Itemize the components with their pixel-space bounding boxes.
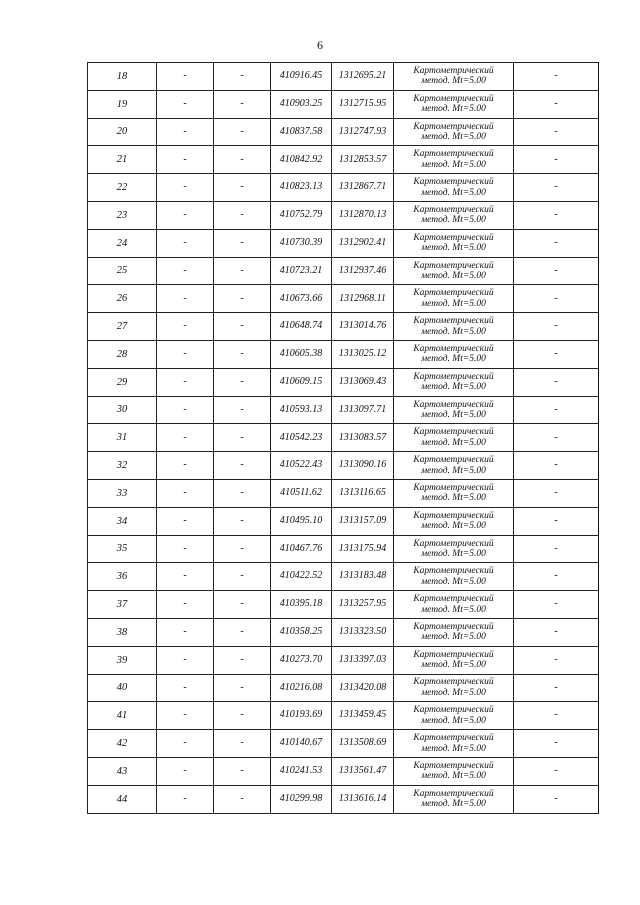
method-line-2: метод. Мt=5.00 [421, 76, 486, 87]
new-x-cell: 410730.39 [271, 229, 332, 257]
method-line-2: метод. Мt=5.00 [421, 243, 486, 254]
accuracy-cell: - [514, 757, 599, 785]
accuracy-cell: - [514, 63, 599, 91]
new-y-cell: 1313025.12 [332, 340, 394, 368]
old-y-cell: - [214, 618, 271, 646]
method-line-2: метод. Мt=5.00 [421, 632, 486, 643]
point-number-cell: 24 [88, 229, 157, 257]
new-y-cell: 1313183.48 [332, 563, 394, 591]
point-number-cell: 42 [88, 730, 157, 758]
new-x-cell: 410495.10 [271, 507, 332, 535]
old-y-cell: - [214, 507, 271, 535]
method-line-1: Картометрический [413, 705, 494, 716]
new-y-cell: 1312870.13 [332, 201, 394, 229]
old-x-cell: - [157, 146, 214, 174]
table-row [88, 313, 599, 341]
table-body [88, 63, 599, 814]
point-number-cell: 34 [88, 507, 157, 535]
new-x-cell: 410723.21 [271, 257, 332, 285]
old-y-cell: - [214, 396, 271, 424]
new-x-cell: 410823.13 [271, 174, 332, 202]
point-number-cell: 29 [88, 368, 157, 396]
table-row [88, 646, 599, 674]
point-number-cell: 18 [88, 63, 157, 91]
old-x-cell: - [157, 340, 214, 368]
new-x-cell: 410916.45 [271, 63, 332, 91]
new-x-cell: 410609.15 [271, 368, 332, 396]
old-x-cell: - [157, 201, 214, 229]
table-row [88, 702, 599, 730]
method-line-2: метод. Мt=5.00 [421, 660, 486, 671]
method-line-1: Картометрический [413, 232, 494, 243]
method-cell [394, 63, 514, 91]
old-y-cell: - [214, 90, 271, 118]
method-line-2: метод. Мt=5.00 [421, 743, 486, 754]
new-y-cell: 1312747.93 [332, 118, 394, 146]
old-y-cell: - [214, 757, 271, 785]
new-x-cell: 410241.53 [271, 757, 332, 785]
old-x-cell: - [157, 785, 214, 813]
new-x-cell: 410673.66 [271, 285, 332, 313]
old-x-cell: - [157, 368, 214, 396]
new-y-cell: 1312867.71 [332, 174, 394, 202]
new-x-cell: 410605.38 [271, 340, 332, 368]
method-cell [394, 702, 514, 730]
accuracy-cell: - [514, 90, 599, 118]
method-cell [394, 591, 514, 619]
old-x-cell: - [157, 90, 214, 118]
method-line-2: метод. Мt=5.00 [421, 465, 486, 476]
accuracy-cell: - [514, 118, 599, 146]
point-number-cell: 25 [88, 257, 157, 285]
method-line-2: метод. Мt=5.00 [421, 215, 486, 226]
point-number-cell: 41 [88, 702, 157, 730]
new-y-cell: 1313459.45 [332, 702, 394, 730]
old-y-cell: - [214, 730, 271, 758]
new-x-cell: 410467.76 [271, 535, 332, 563]
point-number-cell: 44 [88, 785, 157, 813]
accuracy-cell: - [514, 340, 599, 368]
method-line-1: Картометрический [413, 621, 494, 632]
method-cell [394, 313, 514, 341]
accuracy-cell: - [514, 591, 599, 619]
method-line-1: Картометрический [413, 510, 494, 521]
method-line-2: метод. Мt=5.00 [421, 687, 486, 698]
table-row [88, 201, 599, 229]
new-y-cell: 1313090.16 [332, 452, 394, 480]
point-number-cell: 40 [88, 674, 157, 702]
point-number-cell: 36 [88, 563, 157, 591]
method-cell [394, 174, 514, 202]
accuracy-cell: - [514, 452, 599, 480]
point-number-cell: 21 [88, 146, 157, 174]
coordinates-table-container [87, 62, 598, 814]
point-number-cell: 33 [88, 479, 157, 507]
method-cell [394, 118, 514, 146]
new-y-cell: 1312937.46 [332, 257, 394, 285]
table-row [88, 340, 599, 368]
method-line-2: метод. Мt=5.00 [421, 131, 486, 142]
method-line-1: Картометрический [413, 177, 494, 188]
method-line-1: Картометрический [413, 65, 494, 76]
old-y-cell: - [214, 229, 271, 257]
old-x-cell: - [157, 535, 214, 563]
old-y-cell: - [214, 285, 271, 313]
accuracy-cell: - [514, 730, 599, 758]
table-row [88, 730, 599, 758]
table-row [88, 674, 599, 702]
new-y-cell: 1313157.09 [332, 507, 394, 535]
table-row [88, 174, 599, 202]
accuracy-cell: - [514, 313, 599, 341]
table-row [88, 618, 599, 646]
new-y-cell: 1313083.57 [332, 424, 394, 452]
method-line-2: метод. Мt=5.00 [421, 576, 486, 587]
old-x-cell: - [157, 285, 214, 313]
method-cell [394, 479, 514, 507]
method-cell [394, 563, 514, 591]
accuracy-cell: - [514, 146, 599, 174]
accuracy-cell: - [514, 507, 599, 535]
new-y-cell: 1313097.71 [332, 396, 394, 424]
page-number: 6 [317, 38, 323, 52]
old-x-cell: - [157, 730, 214, 758]
new-x-cell: 410216.08 [271, 674, 332, 702]
old-x-cell: - [157, 174, 214, 202]
old-x-cell: - [157, 63, 214, 91]
method-line-1: Картометрический [413, 121, 494, 132]
method-line-1: Картометрический [413, 149, 494, 160]
point-number-cell: 38 [88, 618, 157, 646]
old-y-cell: - [214, 702, 271, 730]
old-x-cell: - [157, 229, 214, 257]
new-x-cell: 410299.98 [271, 785, 332, 813]
old-x-cell: - [157, 452, 214, 480]
table-row [88, 479, 599, 507]
method-cell [394, 396, 514, 424]
old-y-cell: - [214, 646, 271, 674]
old-y-cell: - [214, 174, 271, 202]
method-line-1: Картометрический [413, 371, 494, 382]
new-y-cell: 1313508.69 [332, 730, 394, 758]
table-row [88, 63, 599, 91]
method-cell [394, 452, 514, 480]
method-line-2: метод. Мt=5.00 [421, 298, 486, 309]
old-y-cell: - [214, 563, 271, 591]
point-number-cell: 30 [88, 396, 157, 424]
method-cell [394, 146, 514, 174]
new-x-cell: 410140.67 [271, 730, 332, 758]
method-line-1: Картометрический [413, 649, 494, 660]
accuracy-cell: - [514, 646, 599, 674]
method-line-2: метод. Мt=5.00 [421, 799, 486, 810]
old-y-cell: - [214, 146, 271, 174]
old-x-cell: - [157, 313, 214, 341]
accuracy-cell: - [514, 368, 599, 396]
old-y-cell: - [214, 785, 271, 813]
accuracy-cell: - [514, 229, 599, 257]
old-x-cell: - [157, 424, 214, 452]
new-y-cell: 1313397.03 [332, 646, 394, 674]
new-x-cell: 410542.23 [271, 424, 332, 452]
new-y-cell: 1312968.11 [332, 285, 394, 313]
table-row [88, 757, 599, 785]
new-x-cell: 410422.52 [271, 563, 332, 591]
method-line-1: Картометрический [413, 788, 494, 799]
accuracy-cell: - [514, 174, 599, 202]
new-x-cell: 410522.43 [271, 452, 332, 480]
new-x-cell: 410358.25 [271, 618, 332, 646]
table-row [88, 535, 599, 563]
new-x-cell: 410648.74 [271, 313, 332, 341]
method-cell [394, 618, 514, 646]
old-y-cell: - [214, 479, 271, 507]
old-y-cell: - [214, 257, 271, 285]
method-line-2: метод. Мt=5.00 [421, 326, 486, 337]
new-y-cell: 1313420.08 [332, 674, 394, 702]
new-y-cell: 1312902.41 [332, 229, 394, 257]
accuracy-cell: - [514, 563, 599, 591]
point-number-cell: 26 [88, 285, 157, 313]
table-row [88, 146, 599, 174]
old-x-cell: - [157, 702, 214, 730]
table-row [88, 396, 599, 424]
method-line-2: метод. Мt=5.00 [421, 493, 486, 504]
point-number-cell: 32 [88, 452, 157, 480]
old-x-cell: - [157, 618, 214, 646]
old-y-cell: - [214, 535, 271, 563]
method-line-1: Картометрический [413, 677, 494, 688]
new-x-cell: 410395.18 [271, 591, 332, 619]
method-line-2: метод. Мt=5.00 [421, 104, 486, 115]
new-x-cell: 410593.13 [271, 396, 332, 424]
point-number-cell: 43 [88, 757, 157, 785]
old-y-cell: - [214, 368, 271, 396]
method-line-2: метод. Мt=5.00 [421, 771, 486, 782]
method-line-2: метод. Мt=5.00 [421, 159, 486, 170]
old-y-cell: - [214, 63, 271, 91]
method-line-2: метод. Мt=5.00 [421, 409, 486, 420]
method-cell [394, 507, 514, 535]
point-number-cell: 31 [88, 424, 157, 452]
method-cell [394, 646, 514, 674]
method-line-1: Картометрический [413, 343, 494, 354]
old-x-cell: - [157, 563, 214, 591]
point-number-cell: 19 [88, 90, 157, 118]
accuracy-cell: - [514, 201, 599, 229]
method-line-1: Картометрический [413, 204, 494, 215]
old-x-cell: - [157, 479, 214, 507]
new-y-cell: 1313014.76 [332, 313, 394, 341]
method-line-1: Картометрический [413, 93, 494, 104]
old-x-cell: - [157, 396, 214, 424]
point-number-cell: 20 [88, 118, 157, 146]
point-number-cell: 22 [88, 174, 157, 202]
method-cell [394, 730, 514, 758]
method-line-2: метод. Мt=5.00 [421, 715, 486, 726]
new-y-cell: 1313069.43 [332, 368, 394, 396]
method-line-1: Картометрический [413, 594, 494, 605]
new-x-cell: 410837.58 [271, 118, 332, 146]
point-number-cell: 37 [88, 591, 157, 619]
method-line-1: Картометрический [413, 260, 494, 271]
table-row [88, 424, 599, 452]
method-line-2: метод. Мt=5.00 [421, 354, 486, 365]
accuracy-cell: - [514, 618, 599, 646]
table-row [88, 785, 599, 813]
method-line-1: Картометрический [413, 566, 494, 577]
new-x-cell: 410903.25 [271, 90, 332, 118]
method-line-1: Картометрический [413, 455, 494, 466]
point-number-cell: 27 [88, 313, 157, 341]
method-line-2: метод. Мt=5.00 [421, 604, 486, 615]
new-x-cell: 410273.70 [271, 646, 332, 674]
table-row [88, 285, 599, 313]
new-y-cell: 1312853.57 [332, 146, 394, 174]
method-cell [394, 757, 514, 785]
method-line-2: метод. Мt=5.00 [421, 521, 486, 532]
table-row [88, 563, 599, 591]
method-line-2: метод. Мt=5.00 [421, 270, 486, 281]
method-cell [394, 229, 514, 257]
method-line-1: Картометрический [413, 482, 494, 493]
method-cell [394, 674, 514, 702]
method-cell [394, 257, 514, 285]
accuracy-cell: - [514, 257, 599, 285]
point-number-cell: 35 [88, 535, 157, 563]
old-y-cell: - [214, 452, 271, 480]
point-number-cell: 28 [88, 340, 157, 368]
table-row [88, 257, 599, 285]
method-line-1: Картометрический [413, 733, 494, 744]
new-y-cell: 1313257.95 [332, 591, 394, 619]
new-x-cell: 410193.69 [271, 702, 332, 730]
table-row [88, 118, 599, 146]
new-x-cell: 410752.79 [271, 201, 332, 229]
method-cell [394, 785, 514, 813]
new-x-cell: 410511.62 [271, 479, 332, 507]
new-y-cell: 1312715.95 [332, 90, 394, 118]
table-row [88, 368, 599, 396]
method-line-1: Картометрический [413, 316, 494, 327]
method-line-2: метод. Мt=5.00 [421, 548, 486, 559]
new-y-cell: 1313323.50 [332, 618, 394, 646]
old-x-cell: - [157, 646, 214, 674]
old-x-cell: - [157, 257, 214, 285]
method-cell [394, 340, 514, 368]
new-y-cell: 1312695.21 [332, 63, 394, 91]
old-x-cell: - [157, 674, 214, 702]
accuracy-cell: - [514, 674, 599, 702]
old-y-cell: - [214, 674, 271, 702]
old-y-cell: - [214, 424, 271, 452]
accuracy-cell: - [514, 285, 599, 313]
table-row [88, 90, 599, 118]
new-x-cell: 410842.92 [271, 146, 332, 174]
method-line-1: Картометрический [413, 427, 494, 438]
table-row [88, 591, 599, 619]
method-cell [394, 285, 514, 313]
accuracy-cell: - [514, 424, 599, 452]
new-y-cell: 1313561.47 [332, 757, 394, 785]
new-y-cell: 1313175.94 [332, 535, 394, 563]
old-y-cell: - [214, 201, 271, 229]
old-x-cell: - [157, 118, 214, 146]
method-cell [394, 90, 514, 118]
method-line-2: метод. Мt=5.00 [421, 437, 486, 448]
accuracy-cell: - [514, 479, 599, 507]
old-y-cell: - [214, 313, 271, 341]
old-x-cell: - [157, 591, 214, 619]
old-x-cell: - [157, 757, 214, 785]
method-cell [394, 424, 514, 452]
new-y-cell: 1313116.65 [332, 479, 394, 507]
method-line-2: метод. Мt=5.00 [421, 382, 486, 393]
method-line-1: Картометрический [413, 288, 494, 299]
old-y-cell: - [214, 340, 271, 368]
accuracy-cell: - [514, 702, 599, 730]
new-y-cell: 1313616.14 [332, 785, 394, 813]
point-number-cell: 23 [88, 201, 157, 229]
old-y-cell: - [214, 118, 271, 146]
table-row [88, 507, 599, 535]
accuracy-cell: - [514, 535, 599, 563]
method-line-1: Картометрический [413, 538, 494, 549]
method-line-1: Картометрический [413, 399, 494, 410]
accuracy-cell: - [514, 396, 599, 424]
accuracy-cell: - [514, 785, 599, 813]
method-line-1: Картометрический [413, 760, 494, 771]
coordinates-table [87, 62, 599, 814]
table-row [88, 229, 599, 257]
method-cell [394, 368, 514, 396]
table-row [88, 452, 599, 480]
method-cell [394, 201, 514, 229]
method-line-2: метод. Мt=5.00 [421, 187, 486, 198]
old-x-cell: - [157, 507, 214, 535]
old-y-cell: - [214, 591, 271, 619]
method-cell [394, 535, 514, 563]
point-number-cell: 39 [88, 646, 157, 674]
